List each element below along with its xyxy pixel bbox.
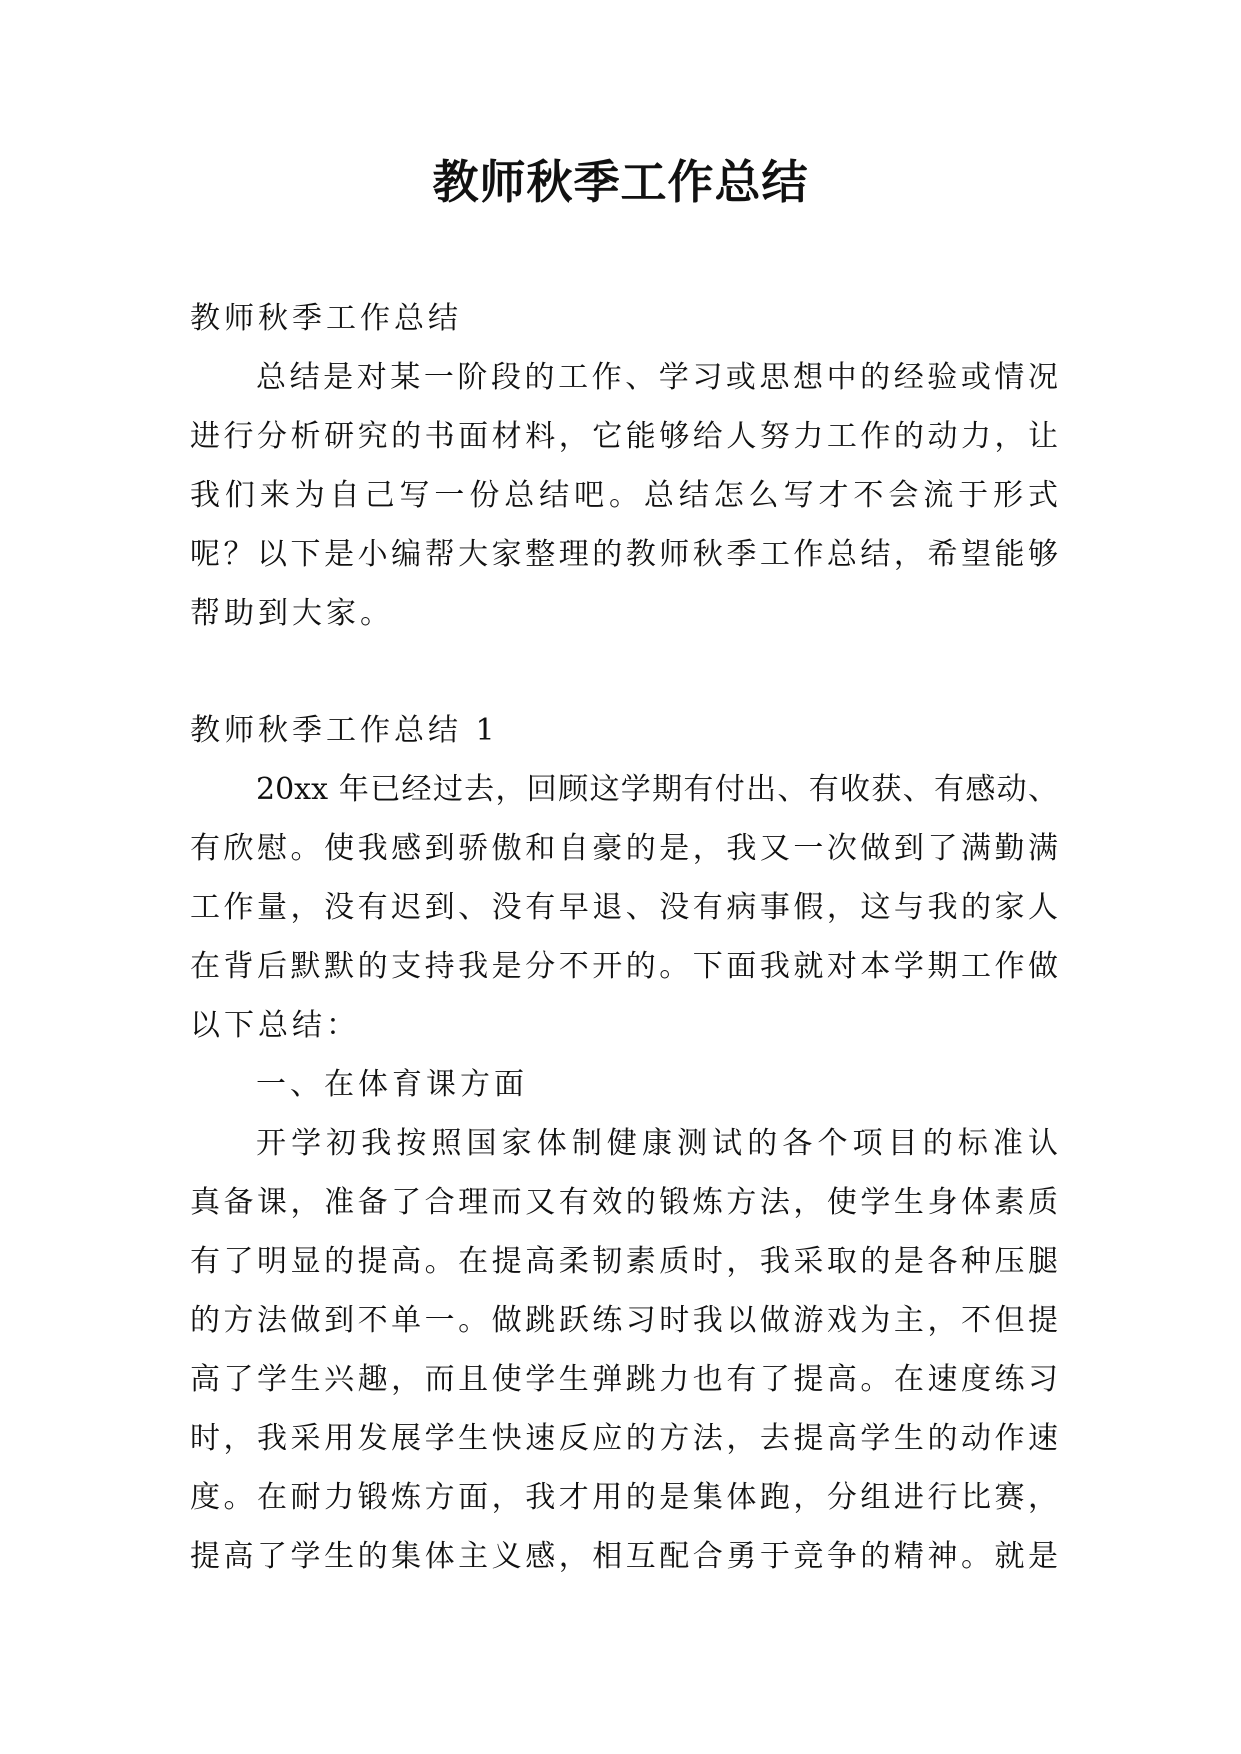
paragraph-spacer [190, 643, 1058, 701]
paragraph-line: 20xx 年已经过去，回顾这学期有付出、有收获、有感动、 [256, 772, 1058, 807]
document-body [190, 289, 1058, 1586]
paragraph-line: 有欣慰。使我感到骄傲和自豪的是，我又一次做到了满勤满 [190, 831, 1058, 866]
intro-paragraph [190, 348, 1058, 643]
paragraph-line: 进行分析研究的书面材料，它能够给人努力工作的动力，让 [190, 419, 1058, 454]
section-heading: 教师秋季工作总结 1 [190, 713, 499, 748]
paragraph-line: 有了明显的提高。在提高柔韧素质时，我采取的是各种压腿 [190, 1244, 1058, 1279]
paragraph-line: 以下总结： [190, 1008, 360, 1043]
paragraph-line: 工作量，没有迟到、没有早退、没有病事假，这与我的家人 [190, 890, 1058, 925]
document-title: 教师秋季工作总结 [432, 155, 809, 209]
paragraph-line: 真备课，准备了合理而又有效的锻炼方法，使学生身体素质 [190, 1185, 1058, 1220]
paragraph-line: 度。在耐力锻炼方面，我才用的是集体跑，分组进行比赛， [190, 1480, 1058, 1515]
paragraph-line: 开学初我按照国家体制健康测试的各个项目的标准认 [256, 1126, 1058, 1161]
paragraph-line: 提高了学生的集体主义感，相互配合勇于竞争的精神。就是 [190, 1539, 1058, 1574]
document-subtitle: 教师秋季工作总结 [190, 301, 462, 336]
section-paragraph [190, 1114, 1058, 1586]
section-paragraph [190, 760, 1058, 1055]
paragraph-line: 总结是对某一阶段的工作、学习或思想中的经验或情况 [256, 360, 1058, 395]
paragraph-line: 我们来为自己写一份总结吧。总结怎么写才不会流于形式 [190, 478, 1058, 513]
paragraph-line: 在背后默默的支持我是分不开的。下面我就对本学期工作做 [190, 949, 1058, 984]
paragraph-line: 呢？以下是小编帮大家整理的教师秋季工作总结，希望能够 [190, 537, 1058, 572]
paragraph-line: 的方法做到不单一。做跳跃练习时我以做游戏为主，不但提 [190, 1303, 1058, 1338]
paragraph-line: 时，我采用发展学生快速反应的方法，去提高学生的动作速 [190, 1421, 1058, 1456]
subsection-heading: 一、在体育课方面 [256, 1067, 528, 1102]
paragraph-line: 帮助到大家。 [190, 596, 394, 631]
paragraph-line: 高了学生兴趣，而且使学生弹跳力也有了提高。在速度练习 [190, 1362, 1058, 1397]
